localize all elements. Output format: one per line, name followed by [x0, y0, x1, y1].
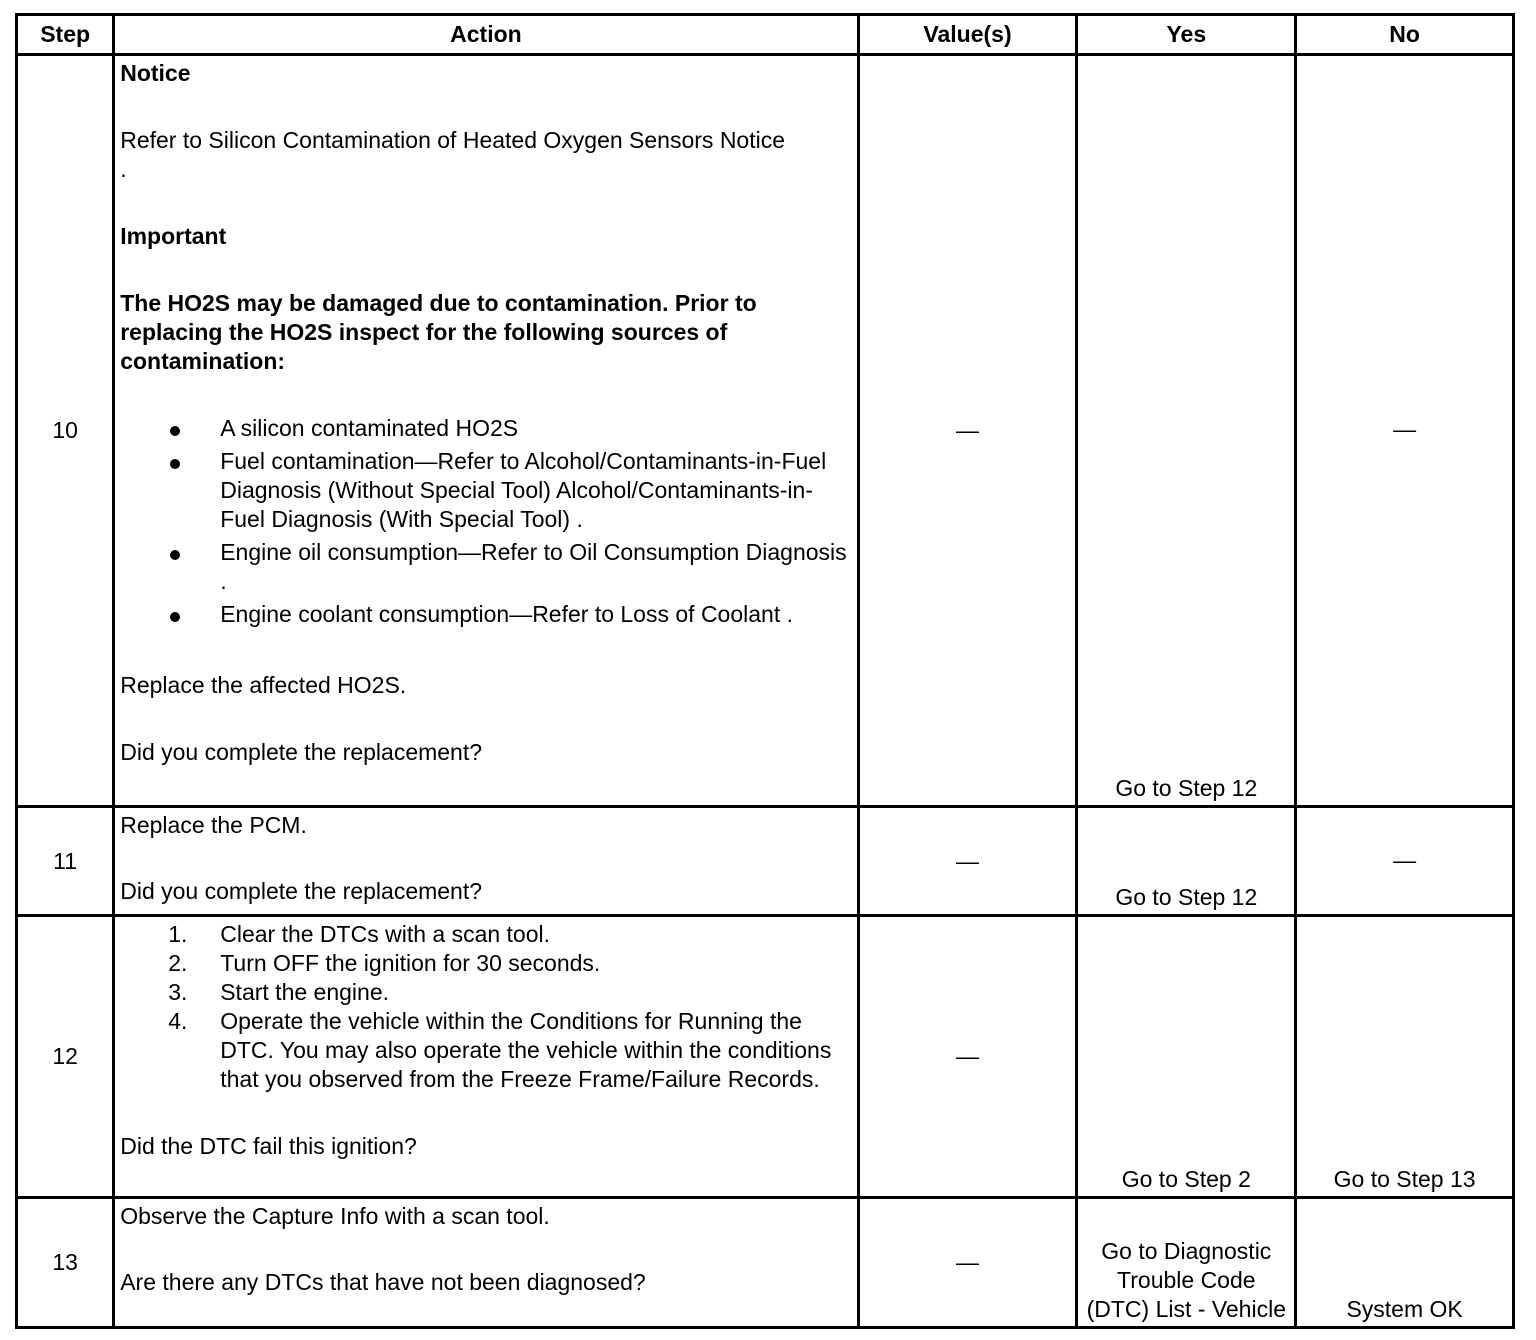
replace-text: Replace the affected HO2S. [120, 672, 407, 698]
list-item: 2. Turn OFF the ignition for 30 seconds. [168, 950, 601, 976]
action-cell [114, 916, 858, 1198]
table-row [17, 916, 1514, 1198]
procedure-list [120, 920, 850, 1094]
header-row [17, 15, 1514, 55]
step-number: 10 [17, 55, 114, 807]
action-cell [114, 807, 858, 916]
table-row [17, 1198, 1514, 1328]
important-title: Important [120, 223, 227, 249]
bullet-icon [170, 612, 180, 622]
action-cell [114, 55, 858, 807]
header-no: No [1296, 15, 1514, 55]
question-text: Did you complete the replacement? [120, 739, 483, 765]
bullet-icon [170, 426, 180, 436]
question-text: Did the DTC fail this ignition? [120, 1133, 417, 1159]
yes-cell: Go to Step 12 [1077, 807, 1296, 916]
diagnostic-table [15, 13, 1515, 1329]
header-action: Action [114, 15, 858, 55]
contamination-list [120, 414, 850, 629]
list-item: 1. Clear the DTCs with a scan tool. [168, 921, 551, 947]
yes-cell: Go to Diagnostic Trouble Code (DTC) List - Vehicle [1077, 1198, 1296, 1328]
no-cell: Go to Step 13 [1296, 916, 1514, 1198]
value-cell: — [858, 916, 1077, 1198]
list-item: A silicon contaminated HO2S [120, 414, 850, 443]
table-row [17, 807, 1514, 916]
question-text: Did you complete the replacement? [120, 878, 483, 904]
header-values: Value(s) [858, 15, 1077, 55]
step-number: 11 [17, 807, 114, 916]
step-number: 13 [17, 1198, 114, 1328]
list-item: 4. Operate the vehicle within the Conditions for Running the DTC. You may also operate the vehicle within the conditions that you observed from the Freeze Frame/Failure Records. [168, 1008, 832, 1092]
action-cell [114, 1198, 858, 1328]
list-item: Fuel contamination—Refer to Alcohol/Contaminants-in-Fuel Diagnosis (Without Special Tool) Alcohol/Contaminants-in-Fuel Diagnosis (With Special Tool) . [120, 447, 850, 534]
notice-title: Notice [120, 60, 191, 86]
table-row [17, 55, 1514, 807]
no-cell: — [1296, 807, 1514, 916]
value-cell: — [858, 1198, 1077, 1328]
list-item: Engine coolant consumption—Refer to Loss of Coolant . [120, 600, 850, 629]
question-text: Are there any DTCs that have not been diagnosed? [120, 1269, 646, 1295]
action-text: Replace the PCM. [120, 812, 307, 838]
value-cell: — [858, 807, 1077, 916]
yes-cell: Go to Step 12 [1077, 55, 1296, 807]
value-cell: — [858, 55, 1077, 807]
no-cell: — [1296, 55, 1514, 807]
list-item: Engine oil consumption—Refer to Oil Consumption Diagnosis . [120, 538, 850, 596]
action-text: Observe the Capture Info with a scan tool. [120, 1203, 550, 1229]
list-item: 3. Start the engine. [168, 979, 390, 1005]
no-cell: System OK [1296, 1198, 1514, 1328]
header-yes: Yes [1077, 15, 1296, 55]
bullet-icon [170, 459, 180, 469]
step-number: 12 [17, 916, 114, 1198]
important-text: The HO2S may be damaged due to contamination. Prior to replacing the HO2S inspect for the following sources of contamination: [120, 290, 757, 374]
notice-period: . [120, 156, 127, 182]
header-step: Step [17, 15, 114, 55]
notice-text: Refer to Silicon Contamination of Heated Oxygen Sensors Notice [120, 127, 786, 153]
yes-cell: Go to Step 2 [1077, 916, 1296, 1198]
bullet-icon [170, 550, 180, 560]
